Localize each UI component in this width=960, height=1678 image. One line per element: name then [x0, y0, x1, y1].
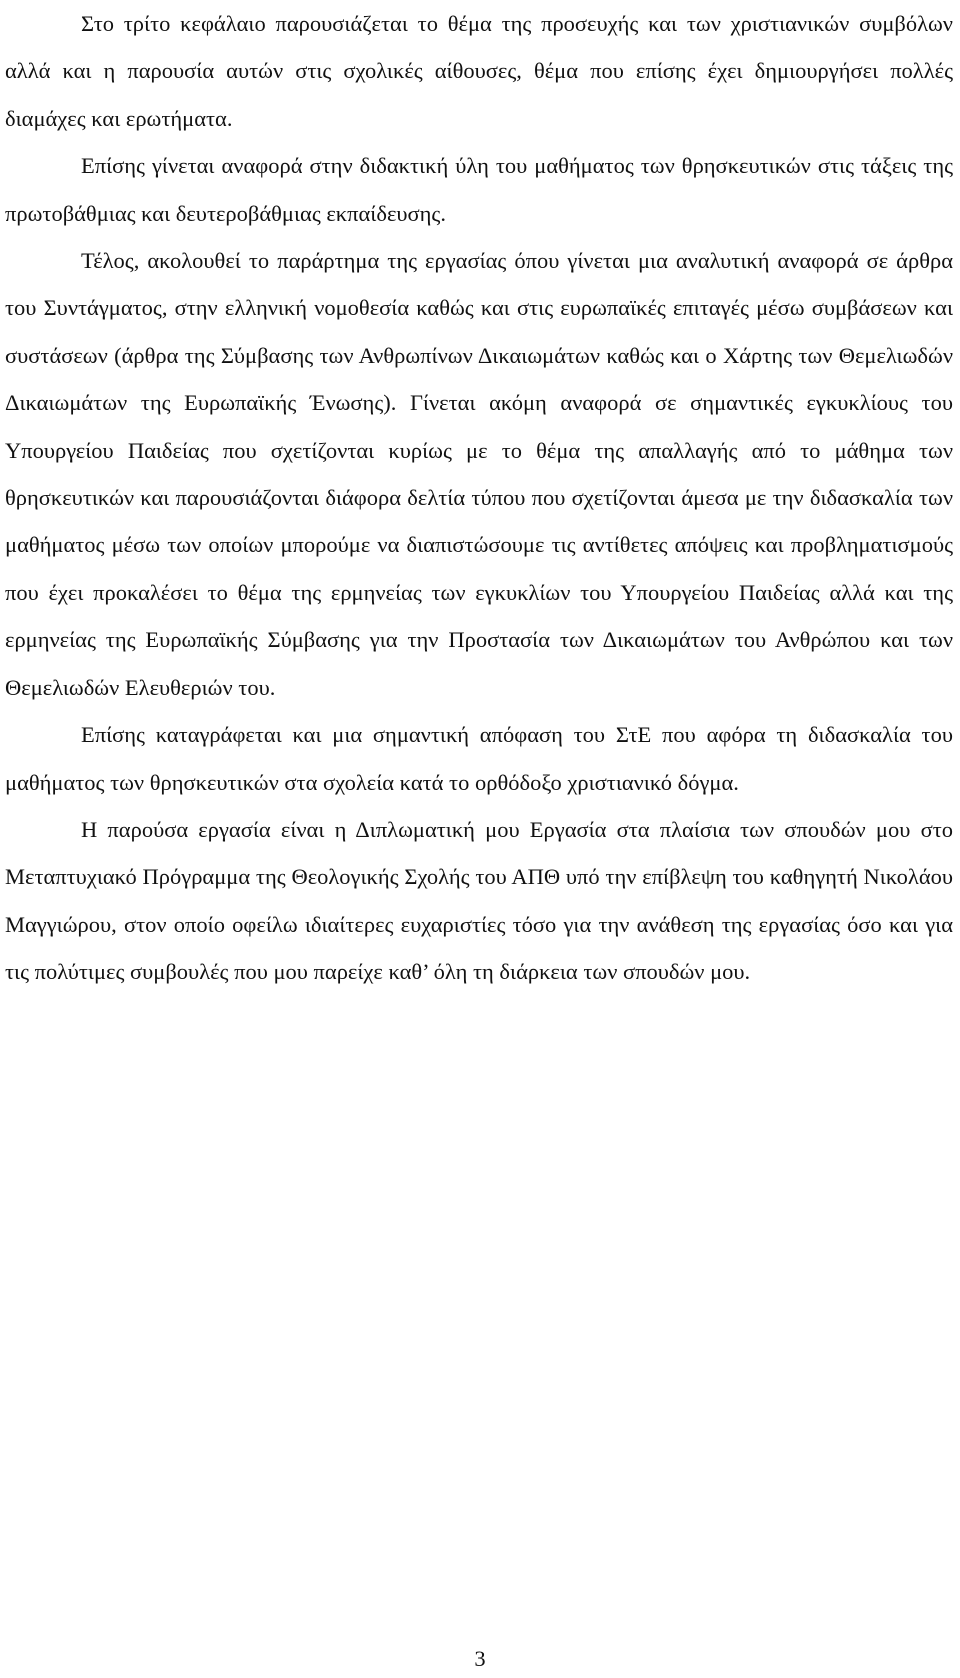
paragraph-appendix: Τέλος, ακολουθεί το παράρτημα της εργασίας όπου γίνεται μια αναλυτική αναφορά σε άρθρα του Συντάγματος, στην ελληνική νομοθεσία καθώς και στις ευρωπαϊκές επιταγές μέσω συμβάσεων και συστάσεων (άρθρα της Σύμβασης των Ανθρωπίνων Δικαιωμάτων καθώς και ο Χάρτης των Θεμελιωδών Δικαιωμάτων της Ευρωπαϊκής Ένωσης). Γίνεται ακόμη αναφορά σε σημαντικές εγκυκλίους του Υπουργείου Παιδείας που σχετίζονται κυρίως με το θέμα της απαλλαγής από το μάθημα των θρησκευτικών και παρουσιάζονται διάφορα δελτία τύπου που σχετίζονται άμεσα με την διδασκαλία των μαθήματος μέσω των οποίων μπορούμε να διαπιστώσουμε τις αντίθετες απόψεις και προβληματισμούς που έχει προκαλέσει το θέμα της ερμηνείας των εγκυκλίων του Υπουργείου Παιδείας αλλά και της ερμηνείας της Ευρωπαϊκής Σύμβασης για την Προστασία των Δικαιωμάτων του Ανθρώπου και των Θεμελιωδών Ελευθεριών του. — [5, 248, 953, 700]
page-number: 3 — [474, 1646, 486, 1671]
paragraph-chapter-three: Στο τρίτο κεφάλαιο παρουσιάζεται το θέμα της προσευχής και των χριστιανικών συμβόλων αλλά και η παρουσία αυτών στις σχολικές αίθουσες, θέμα που επίσης έχει δημιουργήσει πολλές διαμάχες και ερωτήματα. — [5, 11, 953, 131]
paragraph-curriculum: Επίσης γίνεται αναφορά στην διδακτική ύλη του μαθήματος των θρησκευτικών στις τάξεις της πρωτοβάθμιας και δευτεροβάθμιας εκπαίδευσης. — [5, 153, 953, 226]
body-text — [5, 0, 953, 996]
paragraph-council-decision: Επίσης καταγράφεται και μια σημαντική απόφαση του ΣτΕ που αφόρα τη διδασκαλία του μαθήματος των θρησκευτικών στα σχολεία κατά το ορθόδοξο χριστιανικό δόγμα. — [5, 722, 953, 795]
paragraph-acknowledgements: Η παρούσα εργασία είναι η Διπλωματική μου Εργασία στα πλαίσια των σπουδών μου στο Μεταπτυχιακό Πρόγραμμα της Θεολογικής Σχολής του ΑΠΘ υπό την επίβλεψη του καθηγητή Νικολάου Μαγγιώρου, στον οποίο οφείλω ιδιαίτερες ευχαριστίες τόσο για την ανάθεση της εργασίας όσο και για τις πολύτιμες συμβουλές που μου παρείχε καθ’ όλη τη διάρκεια των σπουδών μου. — [5, 816, 953, 985]
